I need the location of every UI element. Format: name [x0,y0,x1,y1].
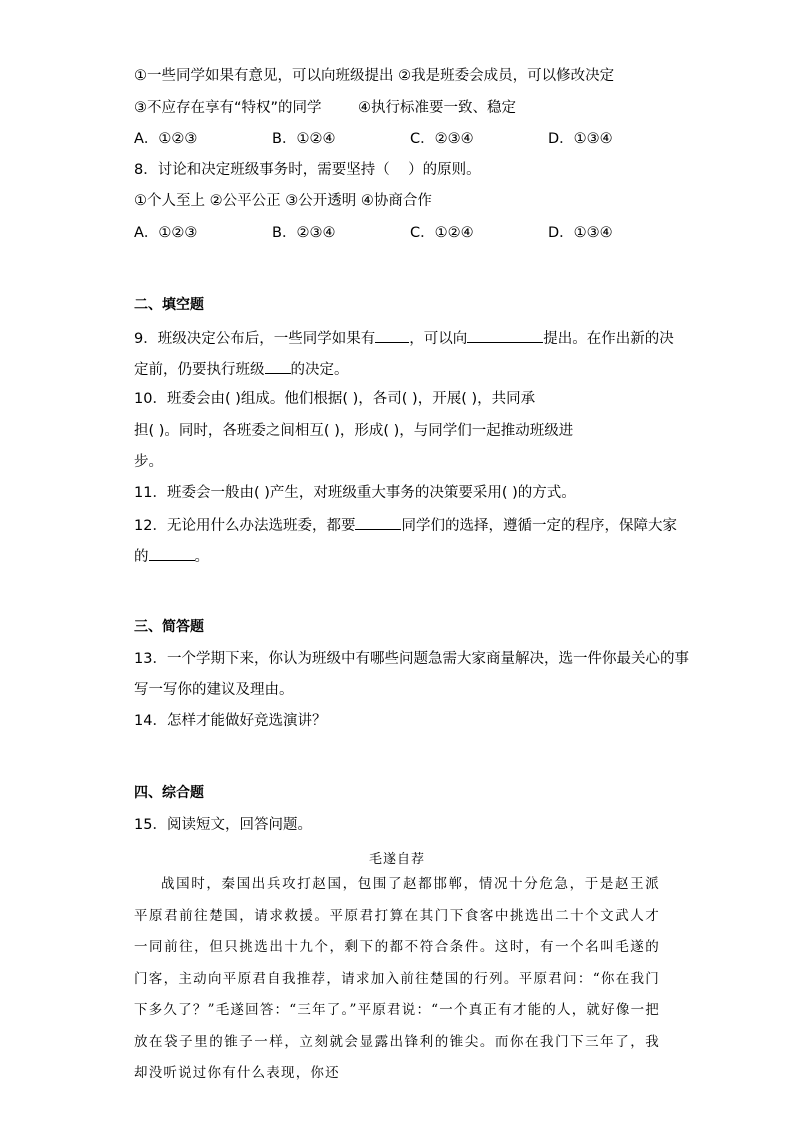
q8-items: ①个人至上 ②公平公正 ③公开透明 ④协商合作 [134,193,432,209]
q11: 11．班委会一般由( )产生，对班级重大事务的决策要采用( )的方式。 [134,485,576,501]
q8-option-c: C．①②④ [410,225,474,241]
q13-line-2: 写一写你的建议及理由。 [134,682,294,698]
q8-stem-part-2: ）的原则。 [408,162,481,178]
q12-part-b: 同学们的选择，遵循一定的程序，保障大家 [401,518,677,534]
q7-statement-line-1: ①一些同学如果有意见，可以向班级提出 ②我是班委会成员，可以修改决定 [134,68,615,84]
q12-part-a: 12．无论用什么办法选班委，都要 [134,518,356,534]
story-passage [134,869,660,1090]
q12-line-2 [134,545,209,567]
q9-part-d: 定前，仍要执行班级 [134,362,265,378]
q12-blank-1[interactable] [355,514,401,530]
q7-option-d: D．①③④ [548,131,613,147]
q8-option-a: A．①②③ [134,225,198,241]
q8-option-b: B．②③④ [272,225,336,241]
q7-option-c: C．②③④ [410,131,474,147]
q7-option-a: A．①②③ [134,131,198,147]
q9-part-c: 提出。在作出新的决 [543,331,674,347]
story-paragraph: 战国时，秦国出兵攻打赵国，包围了赵都邯郸，情况十分危急，于是赵王派平原君前往楚国，请求救援。平原君打算在其门下食客中挑选出二十个文武人才一同前往，但只挑选出十九个，剩下的都不符合条件。这时，有一个名叫毛遂的门客，主动向平原君自我推荐，请求加入前往楚国的行列。平原君问：“你在我门下多久了？”毛遂回答：“三年了。”平原君说：“一个真正有才能的人，就好像一把放在袋子里的锥子一样，立刻就会显露出锋利的锥尖。而你在我门下三年了，我却没听说过你有什么表现，你还 [134,876,660,1081]
q10-line-2: 担( )。同时，各班委之间相互( )，形成( )，与同学们一起推动班级进 [134,423,574,439]
q14: 14．怎样才能做好竞选演讲？ [134,713,327,729]
section-2-heading: 二、填空题 [134,297,204,313]
q9-blank-1[interactable] [375,327,409,343]
q9-line-2 [134,358,349,380]
section-3-heading: 三、简答题 [134,619,204,635]
q9-blank-2[interactable] [467,327,543,343]
q9-part-a: 9．班级决定公布后，一些同学如果有 [134,331,376,347]
q8-answer-blank [390,162,408,178]
q8-stem [134,160,481,180]
q9-line-1 [134,327,674,349]
q8-stem-part-1: 8．讨论和决定班级事务时，需要坚持（ [134,162,390,178]
q9-part-b: ，可以向 [409,331,468,347]
q9-blank-3[interactable] [265,358,291,374]
story-title: 毛遂自荐 [368,852,425,867]
q13-line-1: 13．一个学期下来，你认为班级中有哪些问题急需大家商量解决，选一件你最关心的事 [134,651,689,667]
q12-blank-2[interactable] [149,545,195,561]
q10-line-1: 10．班委会由( )组成。他们根据( )，各司( )，开展( )，共同承 [134,391,536,407]
q10-line-3: 步。 [134,454,163,470]
section-4-heading: 四、综合题 [134,785,204,801]
q7-option-b: B．①②④ [272,131,336,147]
q7-statement-4: ④执行标准要一致、稳定 [358,100,516,116]
q15-stem: 15．阅读短文，回答问题。 [134,817,312,833]
q7-statement-line-2 [134,98,516,118]
q12-line-1 [134,514,677,536]
q12-part-c: 的 [134,549,149,565]
q7-statement-3: ③不应存在享有“特权”的同学 [134,100,322,116]
q9-part-e: 的决定。 [290,362,349,378]
q8-option-d: D．①③④ [548,225,613,241]
q12-part-d: 。 [194,549,209,565]
